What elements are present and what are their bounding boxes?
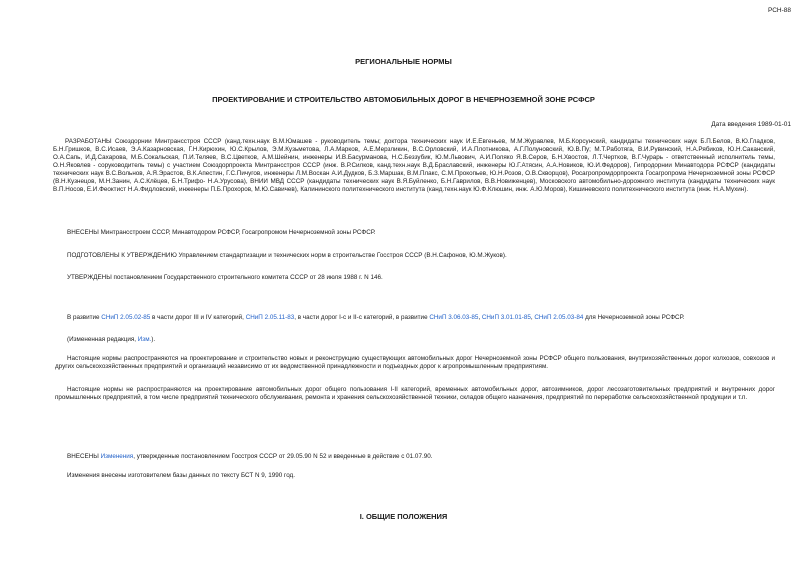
snip-2-05-11-83-link[interactable]: СНиП 2.05.11-83 [245, 314, 295, 321]
introduction-date: Дата введения 1989-01-01 [711, 121, 791, 128]
edition-note [55, 336, 775, 344]
changes-text-2: , утвержденные постановлением Госстроя СССР от 29.05.90 N 52 и введенные в действие с 01.07.90. [133, 453, 433, 460]
development-text-6: для Нечерноземной зоны РСФСР. [583, 314, 685, 321]
exclusions-paragraph: Настоящие нормы не распространяются на проектирование автомобильных дорог общего пользования I-II категорий, временных автомобильных дорог, автозимников, дорог лесозаготовительных предприятий и внутренних дорог промышленных предприятий, в том числе предприятий технического обслуживания, ремонта и хранения сельскохозяйственной техники, складов общего назначения, предприятий по переработке сельскохозяйственной продукции и т.п. [55, 386, 775, 402]
snip-2-05-03-84-link[interactable]: СНиП 2.05.03-84 [534, 314, 584, 321]
document-code: РСН-88 [767, 7, 791, 14]
development-text-2: в части дорог III и IV категорий, [150, 314, 246, 321]
development-text-4: , [478, 314, 482, 321]
prepared-paragraph: ПОДГОТОВЛЕНЫ К УТВЕРЖДЕНИЮ Управлением стандартизации и технических норм в строительстве Госстроя СССР (В.Н.Сафонов, Ю.М.Жуков). [67, 252, 507, 259]
edition-text-1: (Измененная редакция, [67, 336, 138, 343]
introduced-paragraph: ВНЕСЕНЫ Минтрансстроем СССР, Минавтодором РСФСР, Госагропромом Нечерноземной зоны РСФСР. [67, 229, 376, 236]
amendment-link[interactable]: Изм. [137, 336, 152, 343]
scope-paragraph: Настоящие нормы распространяются на проектирование и строительство новых и реконструкцию существующих автомобильных дорог Нечерноземной зоны РСФСР общего пользования, внутрихозяйственных дорог колхозов, совхозов и других сельскохозяйственных предприятий и организаций независимо от их ведомственной принадлежности и подъездных дорог к агропромышленным предприятиям. [55, 355, 775, 371]
development-text-1: В развитие [67, 314, 102, 321]
snip-3-06-03-85-link[interactable]: СНиП 3.06.03-85 [429, 314, 479, 321]
development-paragraph [55, 314, 775, 322]
development-text-5: , [530, 314, 535, 321]
changes-note: Изменения внесены изготовителем базы данных по тексту БСТ N 9, 1990 год. [67, 472, 295, 479]
changes-text-1: ВНЕСЕНЫ [67, 453, 101, 460]
snip-3-01-01-85-link[interactable]: СНиП 3.01.01-85 [481, 314, 531, 321]
section-title: I. ОБЩИЕ ПОЛОЖЕНИЯ [359, 512, 448, 521]
changes-link[interactable]: Изменения [100, 453, 134, 460]
development-text-3: , в части дорог I-с и II-с категорий, в развитие [294, 314, 430, 321]
snip-2-05-02-85-link[interactable]: СНиП 2.05.02-85 [101, 314, 151, 321]
changes-paragraph [55, 453, 775, 461]
document-title: РЕГИОНАЛЬНЫЕ НОРМЫ [355, 57, 452, 66]
document-subtitle: ПРОЕКТИРОВАНИЕ И СТРОИТЕЛЬСТВО АВТОМОБИЛЬНЫХ ДОРОГ В НЕЧЕРНОЗЕМНОЙ ЗОНЕ РСФСР [212, 95, 595, 104]
edition-text-2: ). [151, 336, 156, 343]
approved-paragraph: УТВЕРЖДЕНЫ постановлением Государственного строительного комитета СССР от 28 июля 1988 г. N 146. [67, 274, 383, 281]
developers-paragraph: РАЗРАБОТАНЫ Союздорнии Минтрансстроя СССР (канд.техн.наук В.М.Юмашев - руководитель темы; доктора технических наук И.Е.Евгеньев, М.М.Журавлев, М.Б.Корсунский, кандидаты технических наук Б.П.Белов, В.Ю.Гладков, Б.Н.Гришков, В.С.Исаев, Э.А.Казарновская, Г.Н.Кирюхин, Ю.С.Крылов, Э.М.Кузьметова, Л.А.Марков, А.Е.Мерзликин, В.С.Орловский, И.А.Плотникова, А.Г.Полуновский, Ю.В.Пу; М.Т.Работяга, В.И.Рувинский, Н.А.Рябиков, Ю.Н.Саканский, О.А.Сапь, И.Д.Сахарова, М.Б.Сокальская, П.И.Теляев, В.С.Цветков, А.М.Шейнин, инженеры И.В.Басурманова, Н.С.Беззубик, Ю.М.Львович, А.И.Поляко Я.В.Серов, Б.Н.Хвостов, Л.Т.Чертков, В.Г.Чурарь - ответственный исполнитель темы, О.Н.Яковлев - соруководитель темы) с участием Союздорпроекта Минтрансстроя СССР (инж. В.Р.Силков, канд.техн.наук В.Д.Браславский, инженеры Ю.Г.Атясин, А.А.Новиков, Ю.И.Федоров), Гипродорнии Минавтодора РСФСР (кандидаты технических наук В.С.Вольнов, А.Я.Эрастов, В.К.Апестин, Г.С.Пичугов, инженеры Л.М.Воскан А.И.Дудков, Б.З.Маршак, В.М.Плакс, С.М.Прокопьев, Ю.Н.Розов, О.В.Скворцов), Росагропромдорпроекта Госагропрома Нечерноземной зоны РСФСР (В.Н.Кузнецов, М.Н.Занин, А.С.Клёцев, Б.Н.Трифо- Н.А.Урусова), ВНИИ МВД СССР (кандидаты технических наук В.Я.Буйленко, Б.Н.Гаврилов, В.В.Новиженцев), Московского автомобильно-дорожного института (кандидаты технических наук В.П.Носов, Е.И.Феоктист Н.А.Фидловский, инженеры П.Б.Прохоров, М.Ю.Савичев), Калининского политехнического института (канд.техн.наук Ю.Ф.Клюшин, инж. А.Ю.Моров), Кишиневского политехнического института (инж. Н.А.Мухин). [53, 138, 775, 194]
